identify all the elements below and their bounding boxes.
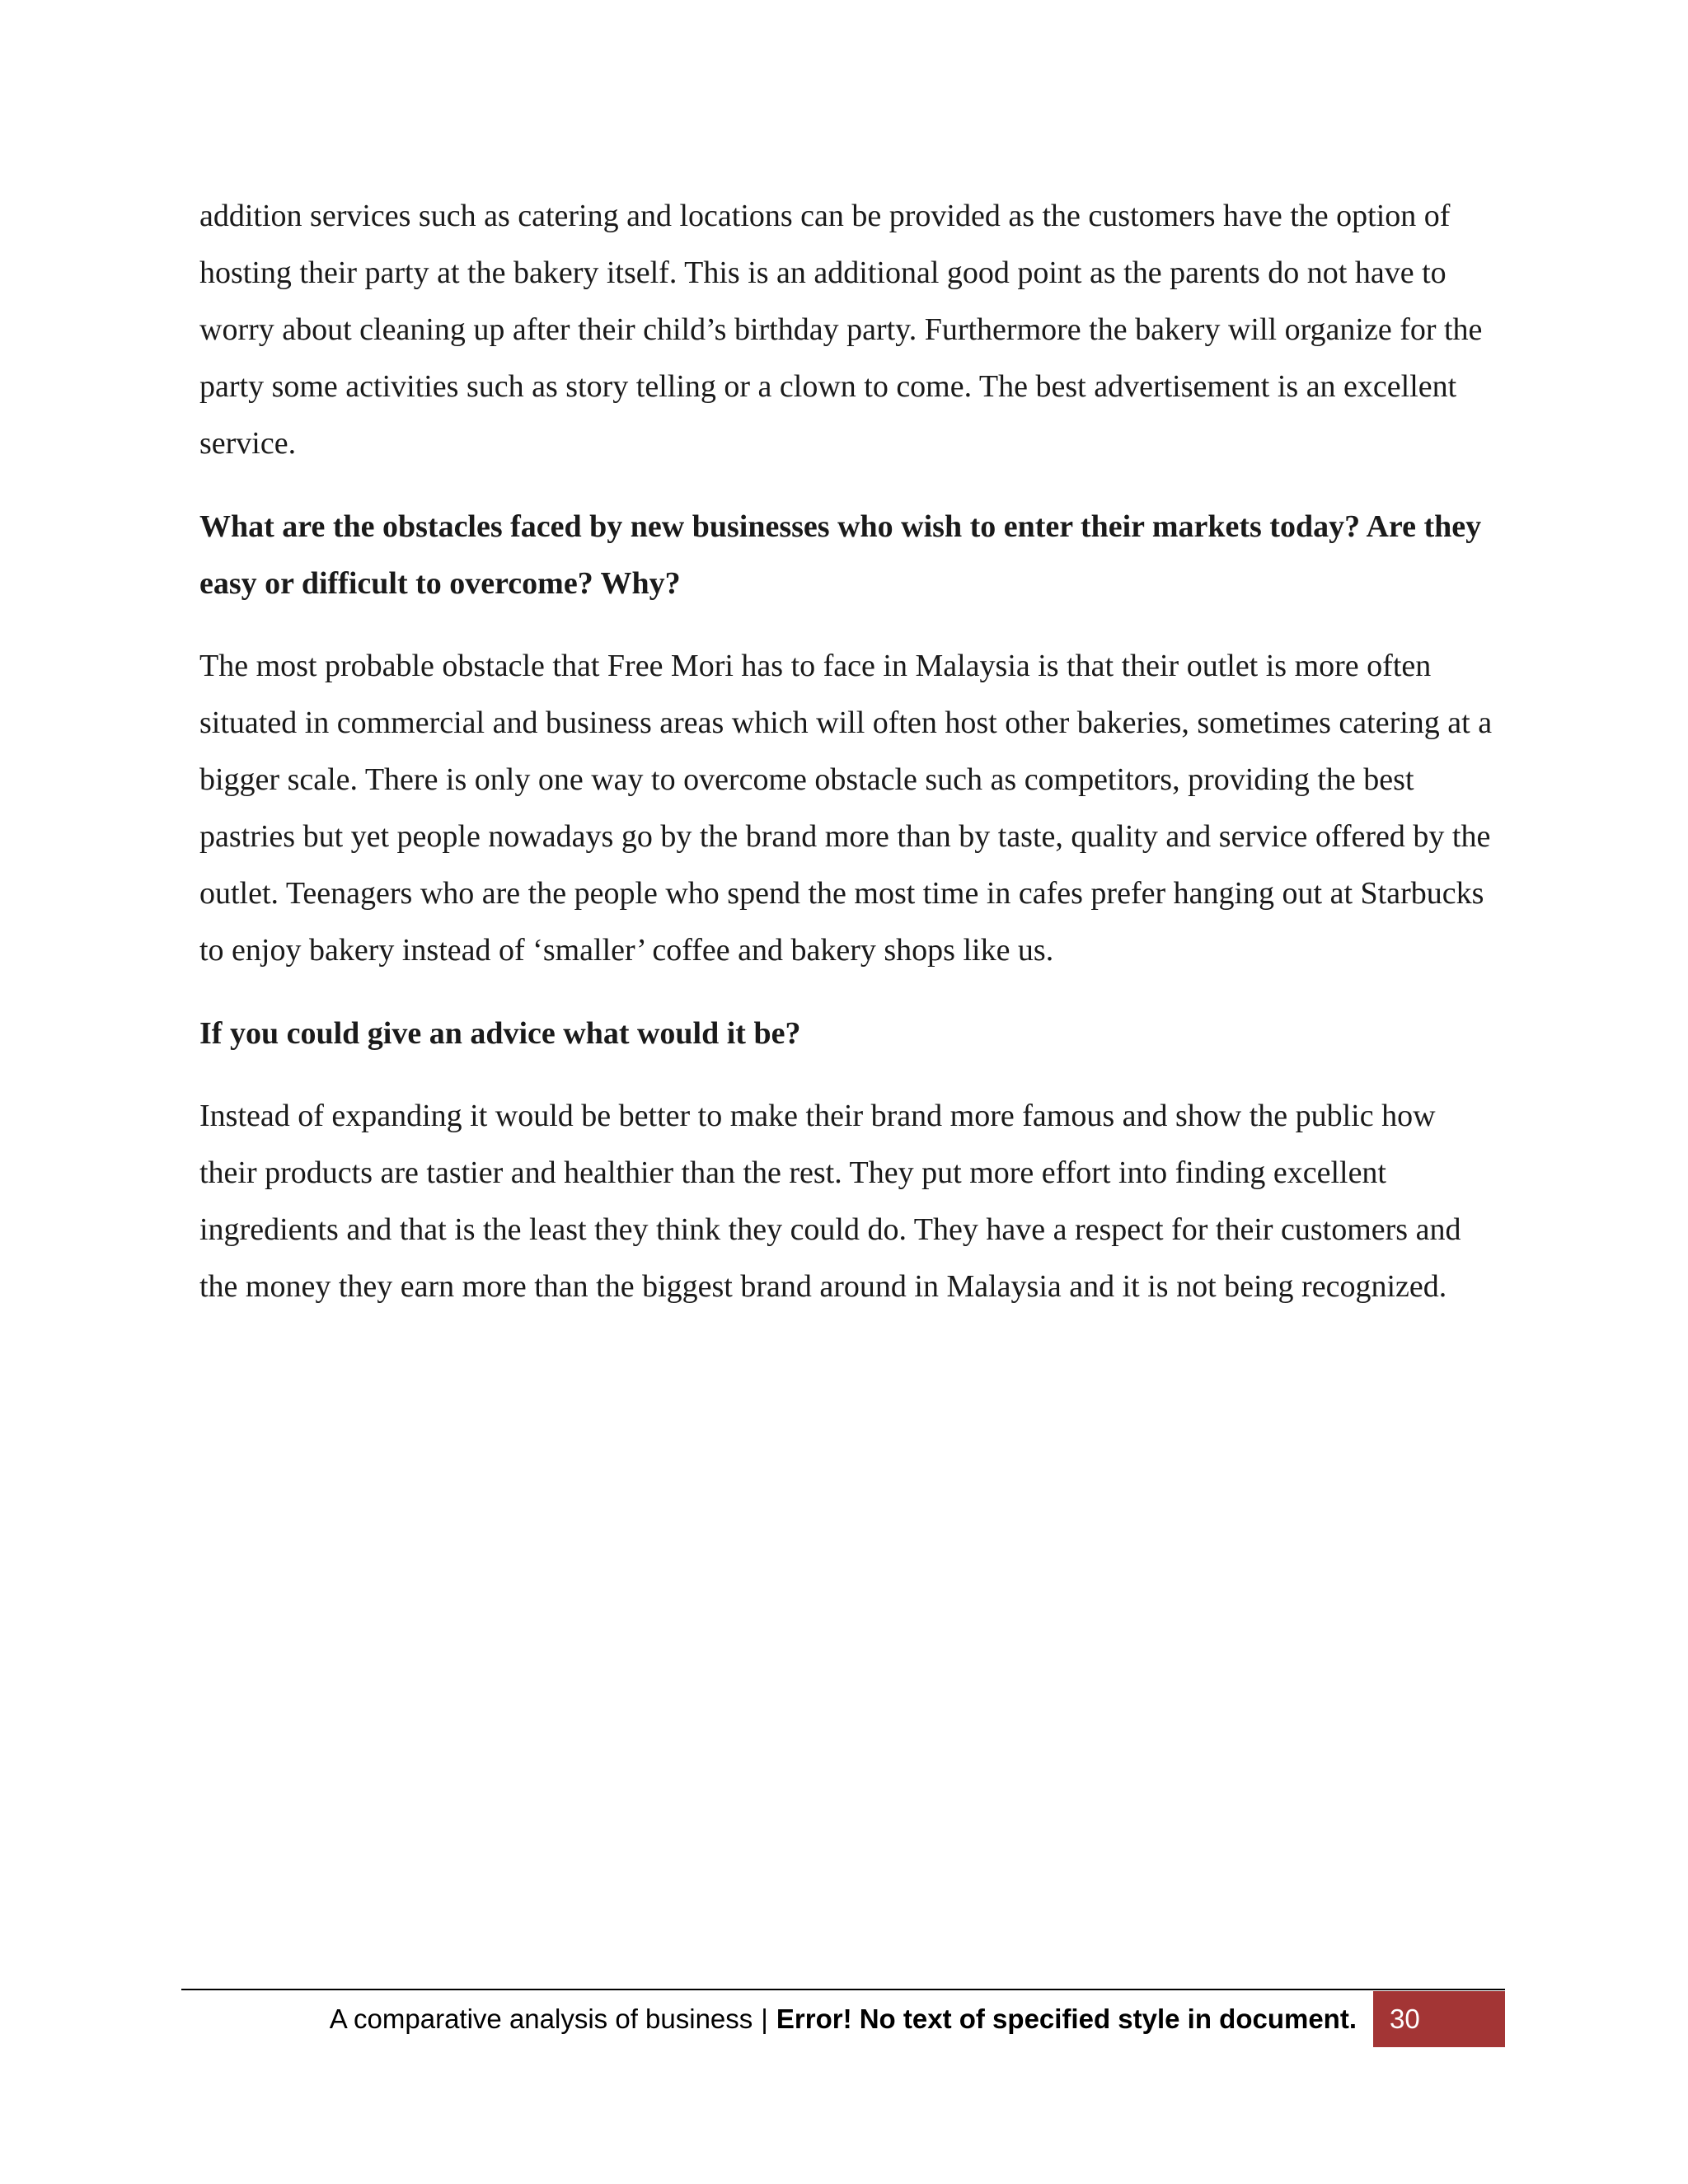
- body-paragraph: The most probable obstacle that Free Mori has to face in Malaysia is that their outlet is more often situated in commercial and business areas which will often host other bakeries, sometimes catering at a bigger scale. There is only one way to overcome obstacle such as competitors, providing the best pastries but yet people nowadays go by the brand more than by taste, quality and service offered by the outlet. Teenagers who are the people who spend the most time in cafes prefer hanging out at Starbucks to enjoy bakery instead of ‘smaller’ coffee and bakery shops like us.: [199, 649, 1493, 968]
- footer-title: A comparative analysis of business: [329, 2004, 753, 2034]
- page-footer: [181, 1991, 1505, 2047]
- body-paragraph: Instead of expanding it would be better to make their brand more famous and show the public how their products are tastier and healthier than the rest. They put more effort into finding excellent ingredients and that is the least they think they could do. They have a respect for their customers and the money they earn more than the biggest brand around in Malaysia and it is not being recognized.: [199, 1099, 1461, 1304]
- footer-text: [330, 1991, 1357, 2047]
- question-heading: What are the obstacles faced by new businesses who wish to enter their markets today? Are they easy or difficult to overcome? Why?: [199, 509, 1482, 601]
- question-heading: If you could give an advice what would it be?: [199, 1016, 801, 1051]
- footer-separator: |: [761, 2004, 768, 2034]
- document-body: [199, 188, 1500, 1315]
- footer-error-text: Error! No text of specified style in document.: [776, 2004, 1357, 2034]
- footer-divider: [181, 1989, 1505, 1990]
- body-paragraph: addition services such as catering and locations can be provided as the customers have the option of hosting their party at the bakery itself. This is an additional good point as the parents do not have to worry about cleaning up after their child’s birthday party. Furthermore the bakery will organize for the party some activities such as story telling or a clown to come. The best advertisement is an excellent service.: [199, 199, 1483, 461]
- page-number: 30: [1373, 1991, 1505, 2047]
